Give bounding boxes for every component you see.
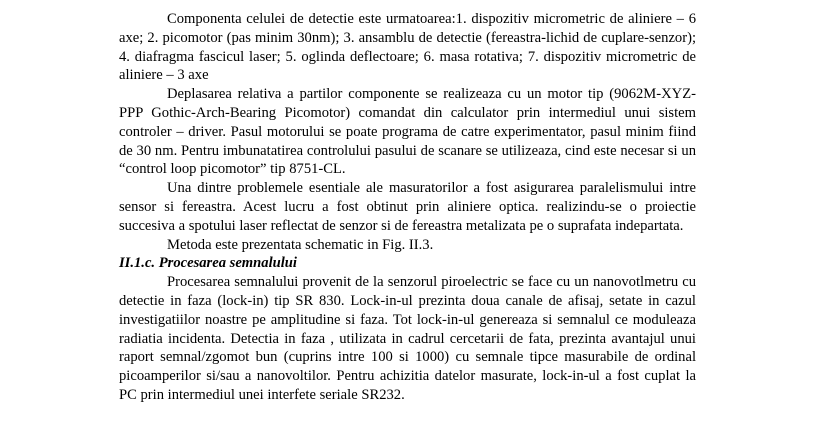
paragraph-signal-processing: Procesarea semnalului provenit de la senzorul piroelectric se face cu un nanovotlmetru cu detectie in faza (lock-in) tip SR 830. Lock-in-ul prezinta doua canale de afisaj, setate in cazul investigatiilor noastre pe amplitudine si faza. Tot lock-in-ul genereaza si semnalul ce moduleaza radiatia incidenta. Detectia in faza , utilizata in cadrul cercetarii de fata, prezinta avantajul unui raport semnal/zgomot bun (cuprins intre 100 si 1000) cu semnale tipce masurabile de ordinal picoamperilor si/sau a nanovoltilor. Pentru achizitia datelor masurate, lock-in-ul a fost cuplat la PC prin intermediul unei interfete seriale SR232. — [119, 274, 696, 403]
paragraph-alignment: Una dintre problemele esentiale ale masuratorilor a fost asigurarea paralelismului intre sensor si fereastra. Acest lucru a fost obtinut prin aliniere optica. realizindu-se o proiectie succesiva a spotului laser reflectat de senzor si de fereastra metalizata pe o suprafata indepartata. — [119, 180, 696, 234]
paragraph-method: Metoda este prezentata schematic in Fig. II.3. — [167, 236, 434, 253]
document-page — [119, 10, 696, 405]
section-heading: II.1.c. Procesarea semnalului — [119, 255, 297, 272]
paragraph-motor: Deplasarea relativa a partilor componente se realizeaza cu un motor tip (9062M-XYZ-PPP Gothic-Arch-Bearing Picomotor) comandat din calculator prin intermediul unui sistem controler – driver. Pasul motorului se poate programa de catre experimentator, pasul minim fiind de 30 nm. Pentru imbunatatirea controlului pasului de scanare se utilizeaza, cind este necesar si un “control loop picomotor” tip 8751-CL. — [119, 86, 696, 178]
paragraph-components: Componenta celulei de detectie este urmatoarea:1. dispozitiv micrometric de aliniere – 6 axe; 2. picomotor (pas minim 30nm); 3. ansamblu de detectie (fereastra-lichid de cuplare-senzor); 4. diafragma fascicul laser; 5. oglinda deflectoare; 6. masa rotativa; 7. dispozitiv micrometric de aliniere – 3 axe — [119, 11, 696, 84]
